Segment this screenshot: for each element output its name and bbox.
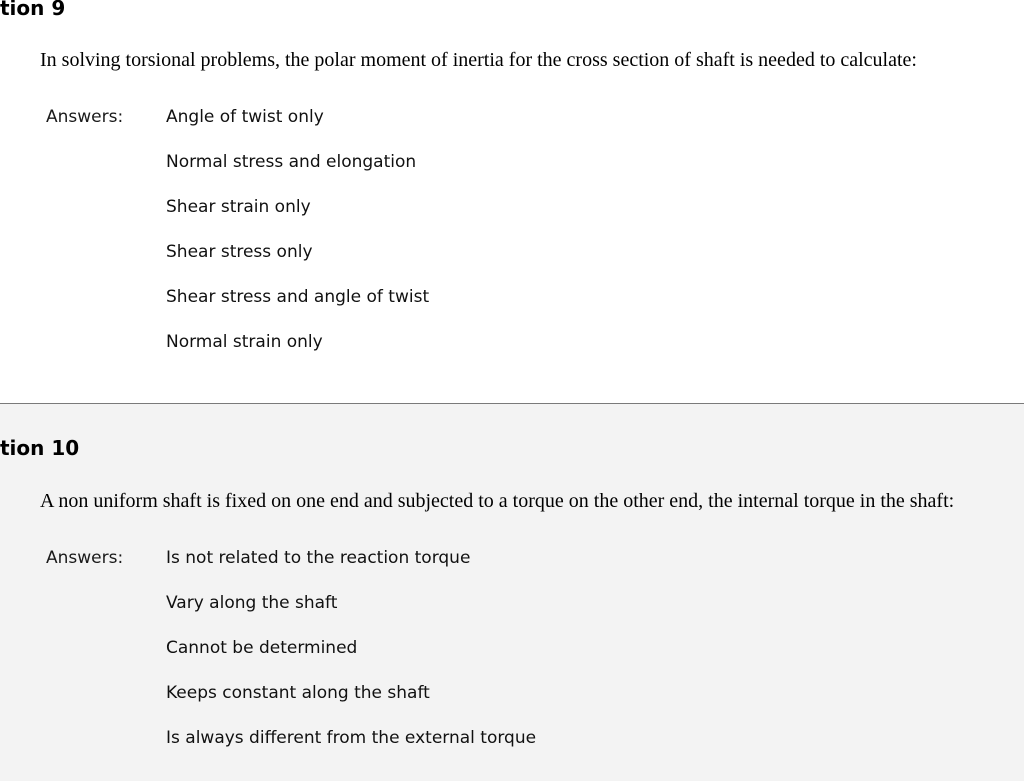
question-10-heading: tion 10 (0, 436, 80, 460)
question-9-answer-1[interactable]: Angle of twist only (166, 107, 324, 127)
question-10-answer-4[interactable]: Keeps constant along the shaft (166, 683, 430, 703)
question-9-answer-5[interactable]: Shear stress and angle of twist (166, 287, 430, 307)
question-9-answer-6[interactable]: Normal strain only (166, 332, 323, 352)
question-10-answer-1[interactable]: Is not related to the reaction torque (166, 548, 471, 568)
question-10-text: A non uniform shaft is fixed on one end and subjected to a torque on the other end, the internal torque in the shaft: (40, 490, 955, 512)
question-10-answers-list (166, 547, 536, 772)
question-9-answers-label: Answers: (46, 107, 124, 127)
question-10-answer-5[interactable]: Is always different from the external torque (166, 728, 537, 748)
question-9-answer-3[interactable]: Shear strain only (166, 197, 311, 217)
question-10-answer-2[interactable]: Vary along the shaft (166, 593, 338, 613)
question-9-answer-4[interactable]: Shear stress only (166, 242, 313, 262)
question-9-heading: tion 9 (0, 0, 66, 20)
question-9-text: In solving torsional problems, the polar moment of inertia for the cross section of shaft is needed to calculate: (40, 49, 917, 71)
question-10-block (0, 403, 1024, 781)
question-10-answer-3[interactable]: Cannot be determined (166, 638, 358, 658)
question-10-answers-label: Answers: (46, 548, 124, 568)
question-9-answer-2[interactable]: Normal stress and elongation (166, 152, 417, 172)
question-9-answers-list (166, 106, 429, 376)
